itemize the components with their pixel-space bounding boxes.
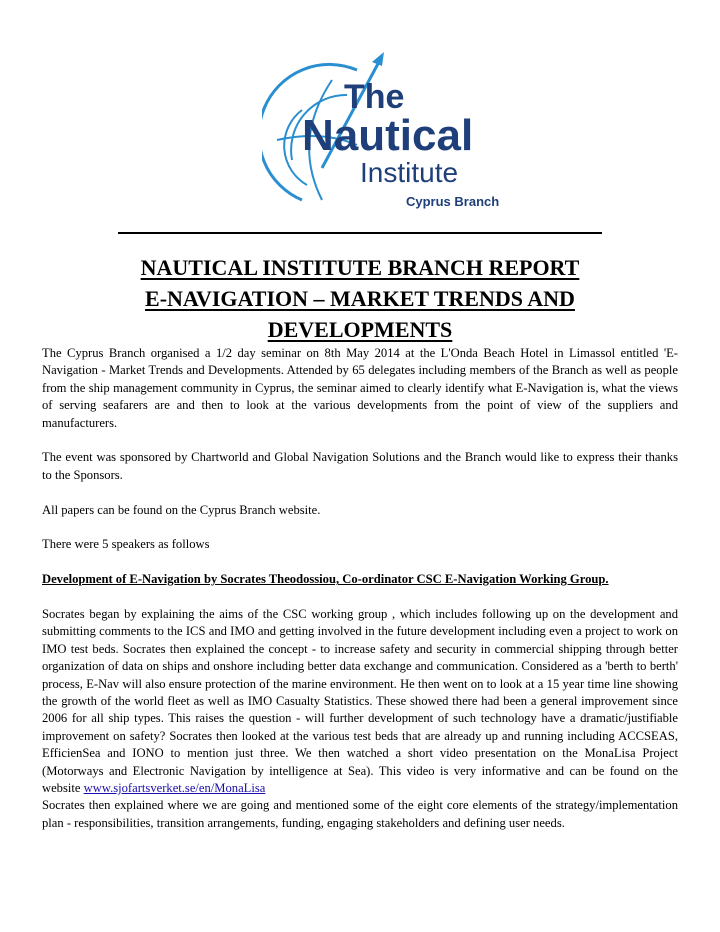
- speakers-paragraph: There were 5 speakers as follows: [42, 537, 210, 552]
- papers-paragraph: All papers can be found on the Cyprus Branch website.: [42, 502, 321, 517]
- logo-text-nautical: Nautical: [302, 111, 474, 160]
- nautical-institute-logo: [262, 50, 502, 220]
- intro-paragraph: The Cyprus Branch organised a 1/2 day seminar on 8th May 2014 at the L'Onda Beach Hotel in Limassol entitled 'E-Navigation - Market Trends and Developments. Attended by 65 delegates including members of the Branch as well as people from the ship management community in Cyprus, the seminar aimed to clearly identify what E-Navigation is, what the views of serving seafarers are and then to look at the various developments from the point of view of the suppliers and manufacturers.: [42, 346, 678, 430]
- socrates-paragraph-1-text: Socrates began by explaining the aims of the CSC working group , which includes following up on the development and submitting comments to the ICS and IMO and getting involved in the future development including even a project to work on IMO test beds. Socrates then explained the concept - to increase safety and security in commercial shipping through better organization of data on ships and onshore including better data exchange and communication. Considered as a 'berth to berth' process, E-Nav will also ensure protection of the marine environment. He then went on to look at a 15 year time line showing the growth of the world fleet as well as IMO Casualty Statistics. These showed there had been a general improvement since 2006 for all ship types. This raises the question - will further development of such technology have a dramatic/justifiable improvement on safety? Socrates then looked at the various test beds that are already up and running including ACCSEAS, EfficienSea and IONO to mention just three. We then watched a short video presentation on the MonaLisa Project (Motorways and Electronic Navigation by intelligence at Sea). This video is very informative and can be found on the website: [42, 607, 678, 796]
- title-line-1: NAUTICAL INSTITUTE BRANCH REPORT: [140, 255, 580, 280]
- logo-text-branch: Cyprus Branch: [406, 194, 500, 209]
- logo-text-the: The: [344, 78, 405, 116]
- socrates-paragraph-2: Socrates then explained where we are going and mentioned some of the eight core elements of the strategy/implementation plan - responsibilities, transition arrangements, funding, engaging stakeholders and defining user needs.: [42, 798, 678, 830]
- report-body: [42, 345, 678, 850]
- title-line-3: DEVELOPMENTS: [267, 317, 453, 342]
- logo-text-institute: Institute: [360, 157, 459, 188]
- title-line-2: E-NAVIGATION – MARKET TRENDS AND: [145, 286, 575, 311]
- sponsors-paragraph: The event was sponsored by Chartworld and Global Navigation Solutions and the Branch would like to express their thanks to the Sponsors.: [42, 450, 678, 482]
- monalisa-link[interactable]: www.sjofartsverket.se/en/MonaLisa: [83, 781, 266, 796]
- logo-arrow-head: [372, 52, 384, 66]
- title-rule: [118, 232, 602, 234]
- section-heading: Development of E-Navigation by Socrates Theodossiou, Co-ordinator CSC E-Navigation Working Group.: [42, 572, 609, 587]
- socrates-paragraph-1: [42, 606, 678, 797]
- report-title: [60, 252, 660, 345]
